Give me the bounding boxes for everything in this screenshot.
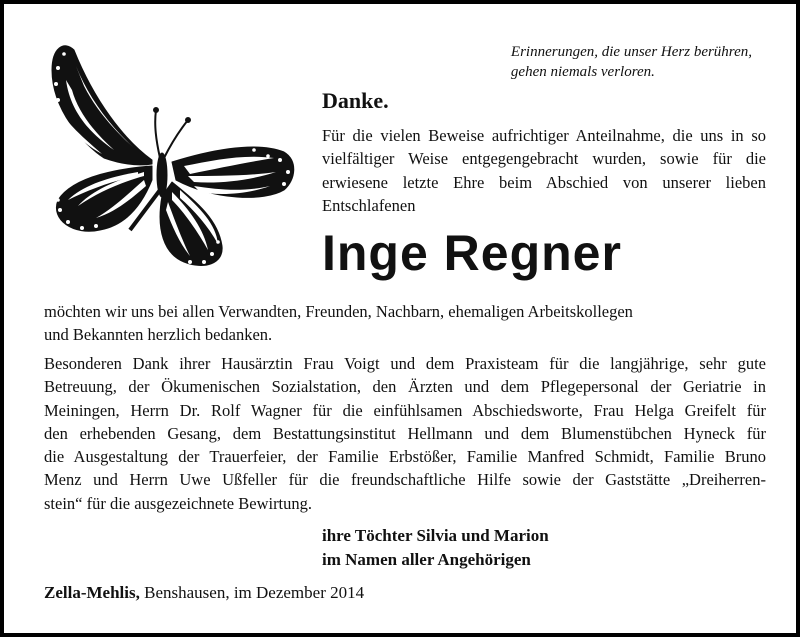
signature-line-1: ihre Töchter Silvia und Marion — [322, 526, 549, 545]
intro-text: Für die vielen Beweise aufrichtiger Anteilnahme, die uns in so vielfältiger Weise entgegengebracht wurden, sowie für die erwiesene letzte Ehre beim Abschied von unserer lieben Entschlafenen — [322, 126, 766, 215]
thanks-line-2: und Bekannten herzlich bedanken. — [44, 325, 273, 345]
signature-line-2: im Namen aller Angehörigen — [322, 550, 531, 569]
thanks-text — [44, 300, 766, 347]
special-line: Meiningen, Herrn Dr. Rolf Wagner für die einfühlsamen Abschiedsworte, Frau Helga Greifelt für — [44, 400, 766, 420]
memorial-quote — [511, 42, 752, 82]
butterfly-icon — [44, 40, 298, 270]
quote-line-1: Erinnerungen, die unser Herz berühren, — [510, 44, 752, 60]
deceased-name: Inge Regner — [322, 225, 622, 281]
special-line: stein“ für die ausgezeichnete Bewirtung. — [44, 493, 313, 513]
signature — [322, 524, 549, 572]
special-line: die Ausgestaltung der Trauerfeier, der Familie Erbstößer, Familie Manfred Schmidt, Familie Bruno — [44, 447, 766, 467]
thanks-line-1: möchten wir uns bei allen Verwandten, Freunden, Nachbarn, ehemaligen Arbeitskollegen — [44, 302, 633, 321]
place-rest: Benshausen, im Dezember 2014 — [139, 583, 365, 602]
thanks-title: Danke. — [322, 88, 389, 113]
special-line: Menz und Herrn Uwe Ußfeller für die freundschaftliche Hilfe sowie der Gaststätte „Dreiherren- — [44, 470, 766, 490]
place-date — [44, 583, 364, 603]
special-line: den erhebenden Gesang, dem Bestattungsinstitut Hellmann und dem Blumenstübchen Hyneck für — [44, 423, 766, 443]
quote-line-2: gehen niemals verloren. — [510, 64, 655, 80]
special-line: Besonderen Dank ihrer Hausärztin Frau Voigt und dem Praxisteam für die langjährige, sehr gute — [44, 354, 766, 373]
special-thanks — [44, 352, 766, 515]
place-city: Zella-Mehlis, — [44, 583, 140, 602]
special-line: Betreuung, der Ökumenischen Sozialstation, den Ärzten und dem Pflegepersonal der Geriatrie in — [44, 377, 766, 397]
